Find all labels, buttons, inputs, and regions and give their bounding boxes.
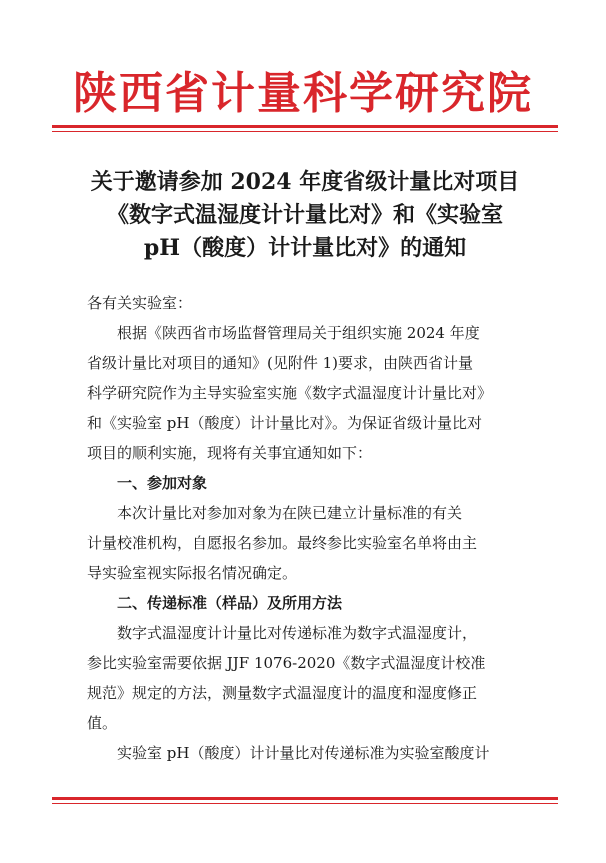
paragraph-line: 值。	[87, 714, 118, 732]
footer-divider-thick	[52, 797, 558, 800]
paragraph-line: 导实验室视实际报名情况确定。	[87, 564, 298, 582]
paragraph-line: 实验室 pH（酸度）计计量比对传递标准为实验室酸度计	[117, 744, 490, 762]
paragraph-line: 省级计量比对项目的通知》(见附件 1)要求，由陕西省计量	[87, 354, 474, 372]
section-heading-transfer-standard: 二、传递标准（样品）及所用方法	[117, 594, 343, 612]
paragraph-line: 规范》规定的方法，测量数字式温湿度计的温度和湿度修正	[87, 684, 478, 702]
notice-title-line: 《数字式温湿度计计量比对》和《实验室	[106, 202, 503, 228]
paragraph-line: 项目的顺利实施，现将有关事宜通知如下：	[87, 444, 373, 462]
section-heading-participants: 一、参加对象	[117, 474, 208, 492]
notice-body	[87, 288, 557, 768]
paragraph-line: 和《实验室 pH（酸度）计计量比对》。为保证省级计量比对	[87, 414, 482, 432]
paragraph-line: 计量校准机构，自愿报名参加。最终参比实验室名单将由主	[87, 534, 478, 552]
paragraph-line: 数字式温湿度计计量比对传递标准为数字式温湿度计，	[117, 624, 478, 642]
salutation: 各有关实验室：	[87, 294, 193, 312]
letterhead-divider-thick	[52, 125, 558, 128]
notice-title	[52, 166, 558, 265]
notice-title-line: 关于邀请参加 2024 年度省级计量比对项目	[90, 169, 520, 195]
paragraph-line: 本次计量比对参加对象为在陕已建立计量标准的有关	[117, 504, 463, 522]
letterhead-divider-thin	[52, 131, 558, 132]
organization-letterhead: 陕西省计量科学研究院	[73, 68, 533, 119]
footer-divider-thin	[52, 803, 558, 804]
paragraph-line: 参比实验室需要依据 JJF 1076-2020《数字式温湿度计校准	[87, 654, 486, 672]
paragraph-line: 根据《陕西省市场监督管理局关于组织实施 2024 年度	[117, 324, 480, 342]
paragraph-line: 科学研究院作为主导实验室实施《数字式温湿度计计量比对》	[87, 384, 493, 402]
notice-title-line: pH（酸度）计计量比对》的通知	[143, 235, 467, 261]
